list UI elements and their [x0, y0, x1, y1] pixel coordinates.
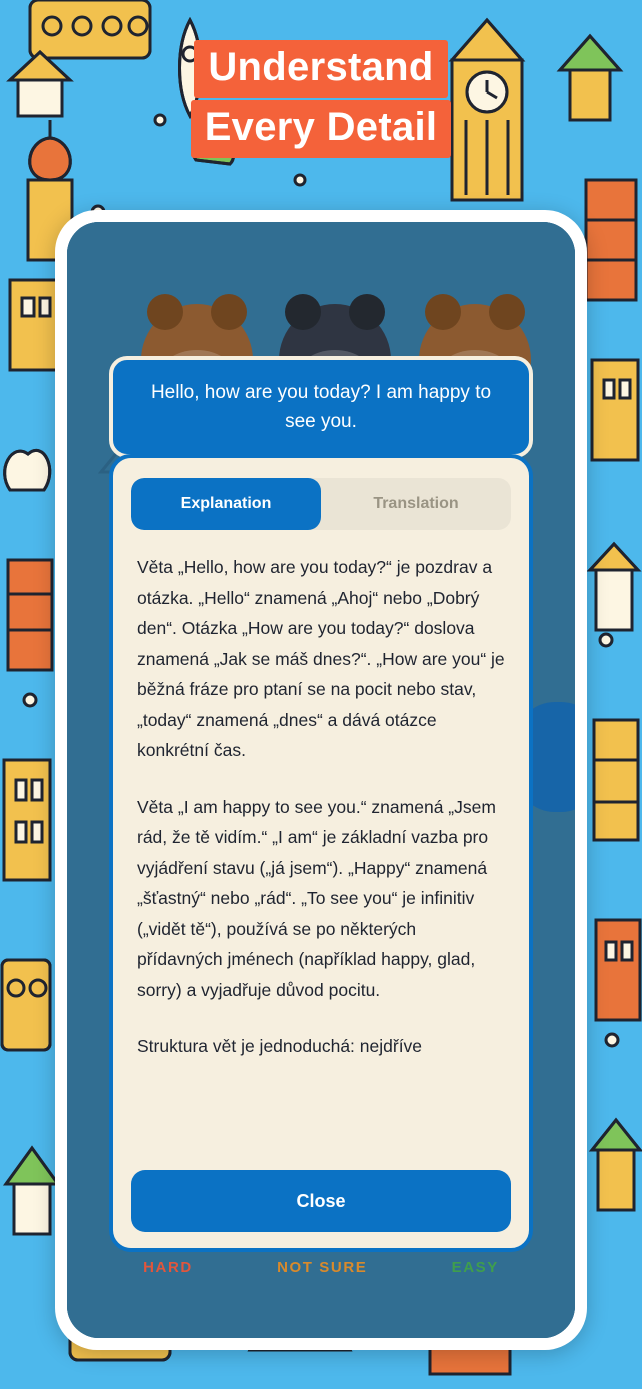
grade-not-sure-button[interactable]: NOT SURE — [277, 1259, 368, 1276]
promo-headline-line-1: Understand — [194, 40, 447, 98]
mascot-ear-left — [425, 294, 461, 330]
explanation-paragraph-3: Struktura vět je jednoduchá: nejdříve — [137, 1036, 423, 1056]
phone-frame — [55, 210, 587, 1350]
grade-hard-button[interactable]: HARD — [143, 1259, 193, 1276]
sentence-card[interactable] — [109, 356, 533, 458]
promo-headline — [0, 40, 642, 160]
mascot-ear-right — [489, 294, 525, 330]
close-button[interactable]: Close — [131, 1170, 511, 1232]
explanation-paragraph-1: Věta „Hello, how are you today?“ je pozdrav a otázka. „Hello“ znamená „Ahoj“ nebo „Dobrý den“. Otázka „How are you today?“ doslova znamená „Jak se máš dnes?“. „How are you“ je běžná fráze pro ptaní se na pocit nebo stav, „today“ znamená „dnes“ a dává otázce konkrétní čas. — [137, 557, 505, 760]
phone-screen — [67, 222, 575, 1338]
explanation-text-body[interactable] — [131, 552, 511, 1156]
tab-bar — [131, 478, 511, 530]
explanation-paragraph-2: Věta „I am happy to see you.“ znamená „Jsem rád, že tě vidím.“ „I am“ je základní vazba pro vyjádření stavu („já jsem“). „Happy“ znamená „šťastný“ nebo „rád“. „To see you“ je infinitiv („vidět tě“), používá se po některých přídavných jménech (například happy, glad, sorry) a vyjadřuje důvod pocitu. — [137, 796, 496, 1000]
grade-row — [67, 1259, 575, 1276]
explanation-panel — [109, 454, 533, 1252]
promo-headline-line-2: Every Detail — [191, 100, 452, 158]
mascot-ear-left — [147, 294, 183, 330]
mascot-ear-right — [211, 294, 247, 330]
grade-easy-button[interactable]: EASY — [451, 1259, 499, 1276]
sentence-text: Hello, how are you today? I am happy to see you. — [150, 382, 492, 432]
tab-translation[interactable]: Translation — [373, 495, 459, 512]
mascot-ear-right — [349, 294, 385, 330]
tab-explanation[interactable]: Explanation — [131, 478, 321, 530]
mascot-ear-left — [285, 294, 321, 330]
